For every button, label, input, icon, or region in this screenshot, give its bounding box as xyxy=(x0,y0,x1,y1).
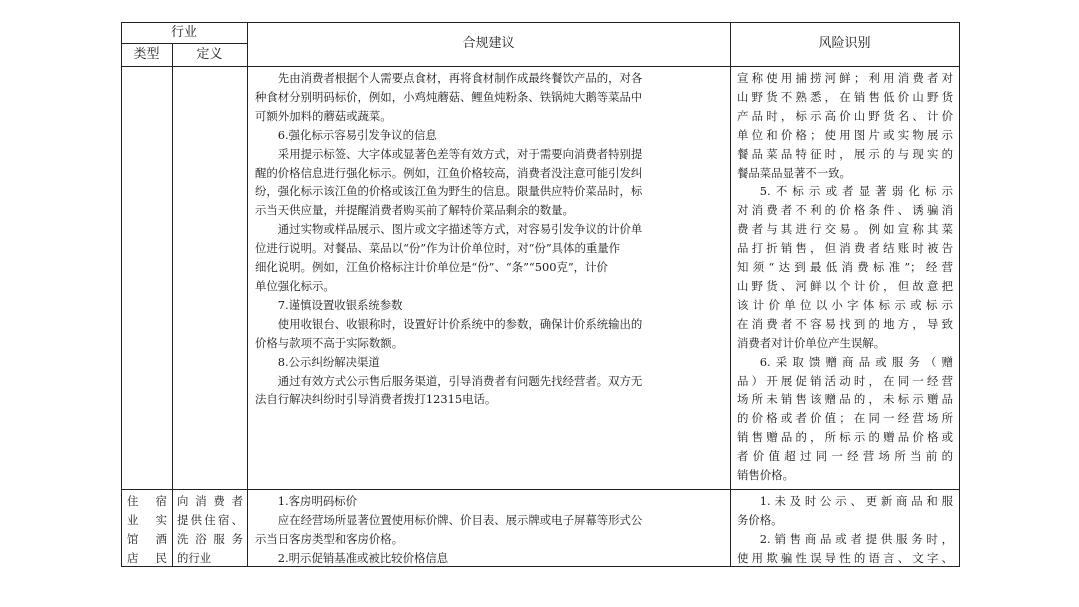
advice-line: 纷，强化标示该江鱼的价格或该江鱼为野生的信息。限量供应特价菜品时，标 xyxy=(255,184,643,199)
advice-line: 可额外加料的蘑菇或蔬菜。 xyxy=(255,108,392,123)
risk-line: 知须“达到最低消费标准”；经营 xyxy=(737,260,953,275)
risk-line: 费者与其进行交易。例如宣称其菜 xyxy=(737,222,953,237)
type-line: 馆酒 xyxy=(127,531,167,546)
industry-advice-divider xyxy=(247,22,248,567)
table-left-border xyxy=(121,22,122,567)
row2-type-text xyxy=(127,492,167,568)
advice-heading: 8.公示纠纷解决渠道 xyxy=(277,354,380,369)
risk-line: 者价值超过同一经营场所当前的 xyxy=(737,449,953,464)
risk-line: 对消费者不利的价格条件、诱骗消 xyxy=(737,203,953,218)
risk-line: 该计价单位以小字体标示或标示 xyxy=(737,297,953,312)
advice-line: 示当日客房类型和客房价格。 xyxy=(255,531,404,546)
risk-line: 在消费者不容易找到的地方，导致 xyxy=(737,316,953,331)
type-line: 业实 xyxy=(127,512,167,527)
advice-line: 通过实物或样品展示、图片或文字描述等方式，对容易引发争议的计价单 xyxy=(277,222,643,237)
risk-line: 2.销售商品或者提供服务时， xyxy=(759,531,953,546)
risk-line: 6.采取馈赠商品或服务（赠 xyxy=(759,354,953,369)
advice-line: 法自行解决纠纷时引导消费者拨打12315电话。 xyxy=(255,392,497,407)
advice-line: 应在经营场所显著位置使用标价牌、价目表、展示牌或电子屏幕等形式公 xyxy=(277,512,643,527)
risk-line: 产品时，标示高价山野货名、计价 xyxy=(737,108,953,123)
risk-line: 务价格。 xyxy=(737,512,783,527)
risk-line: 品打折销售，但消费者结账时被告 xyxy=(737,241,953,256)
definition-line: 洗浴服务 xyxy=(177,531,243,546)
header-risk-identification: 风险识别 xyxy=(818,36,871,51)
advice-line: 细化说明。例如，江鱼价格标注计价单位是“份”、“条”“500克”，计价 xyxy=(255,260,608,275)
industry-subheader-rule xyxy=(121,43,247,44)
definition-line: 提供住宿、 xyxy=(177,512,243,527)
type-definition-divider xyxy=(172,43,173,567)
risk-line: 宣称使用捕捞河鲜；利用消费者对 xyxy=(737,71,953,85)
advice-heading: 6.强化标示容易引发争议的信息 xyxy=(277,127,437,142)
definition-line: 向消费者 xyxy=(177,494,243,508)
advice-line: 通过有效方式公示售后服务渠道，引导消费者有问题先找经营者。双方无 xyxy=(277,373,643,388)
risk-line: 品）开展促销活动时，在同一经营 xyxy=(737,373,953,388)
risk-line: 餐品菜品显著不一致。 xyxy=(737,165,851,180)
header-definition: 定义 xyxy=(196,47,223,62)
risk-line: 餐品菜品特征时，展示的与现实的 xyxy=(737,146,953,161)
advice-line: 单位强化标示。 xyxy=(255,278,335,293)
risk-line: 山野货、河鲜以个计价，但故意把 xyxy=(737,278,953,293)
advice-risk-divider xyxy=(730,22,731,567)
risk-line: 场所未销售该赠品的，未标示赠品 xyxy=(737,392,953,407)
advice-heading: 1.客房明码标价 xyxy=(277,494,358,508)
definition-line: 的行业 xyxy=(177,550,212,565)
advice-line: 种食材分别明码标价，例如，小鸡炖蘑菇、鲤鱼炖粉条、铁锅炖大鹅等菜品中 xyxy=(255,89,643,104)
row1-advice-text xyxy=(255,69,723,409)
risk-line: 的价格或者价值；在同一经营场所 xyxy=(737,411,953,426)
advice-line: 使用收银台、收银称时，设置好计价系统中的参数，确保计价系统输出的 xyxy=(277,316,643,331)
advice-line: 采用提示标签、大字体或显著色差等有效方式，对于需要向消费者特别提 xyxy=(277,146,643,161)
advice-line: 醒的价格信息进行强化标示。例如，江鱼价格较高，消费者没注意可能引发纠 xyxy=(255,165,643,180)
type-line: 住宿 xyxy=(127,494,167,508)
advice-line: 价格与款项不高于实际数额。 xyxy=(255,335,404,350)
table-right-border xyxy=(959,22,960,567)
risk-line: 山野货不熟悉，在销售低价山野货 xyxy=(737,89,953,104)
risk-line: 销售价格。 xyxy=(737,468,794,483)
row2-advice-text xyxy=(255,492,723,568)
advice-line: 示当天供应量，并提醒消费者购买前了解特价菜品剩余的数量。 xyxy=(255,203,574,218)
row2-definition-text xyxy=(177,492,243,568)
header-industry: 行业 xyxy=(170,25,197,40)
row1-risk-text xyxy=(737,69,953,485)
risk-line: 1.未及时公示、更新商品和服 xyxy=(759,494,953,508)
risk-line: 使用欺骗性误导性的语言、文字、 xyxy=(737,550,953,565)
price-compliance-table xyxy=(121,22,960,567)
row2-risk-text xyxy=(737,492,953,568)
risk-line: 单位和价格；使用图片或实物展示 xyxy=(737,127,953,142)
risk-line: 销售赠品的，所标示的赠品价格或 xyxy=(737,430,953,445)
header-type: 类型 xyxy=(133,47,160,62)
advice-line: 先由消费者根据个人需要点食材，再将食材制作成最终餐饮产品的，对各 xyxy=(277,71,643,85)
risk-line: 5.不标示或者显著弱化标示 xyxy=(759,184,953,199)
header-compliance-advice: 合规建议 xyxy=(462,36,515,51)
type-line: 店民 xyxy=(127,550,167,565)
advice-heading: 7.谨慎设置收银系统参数 xyxy=(277,297,403,312)
advice-heading: 2.明示促销基准或被比较价格信息 xyxy=(277,550,449,565)
advice-line: 位进行说明。对餐品、菜品以“份”作为计价单位时，对“份”具体的重量作 xyxy=(255,241,621,256)
risk-line: 消费者对计价单位产生误解。 xyxy=(737,335,886,350)
